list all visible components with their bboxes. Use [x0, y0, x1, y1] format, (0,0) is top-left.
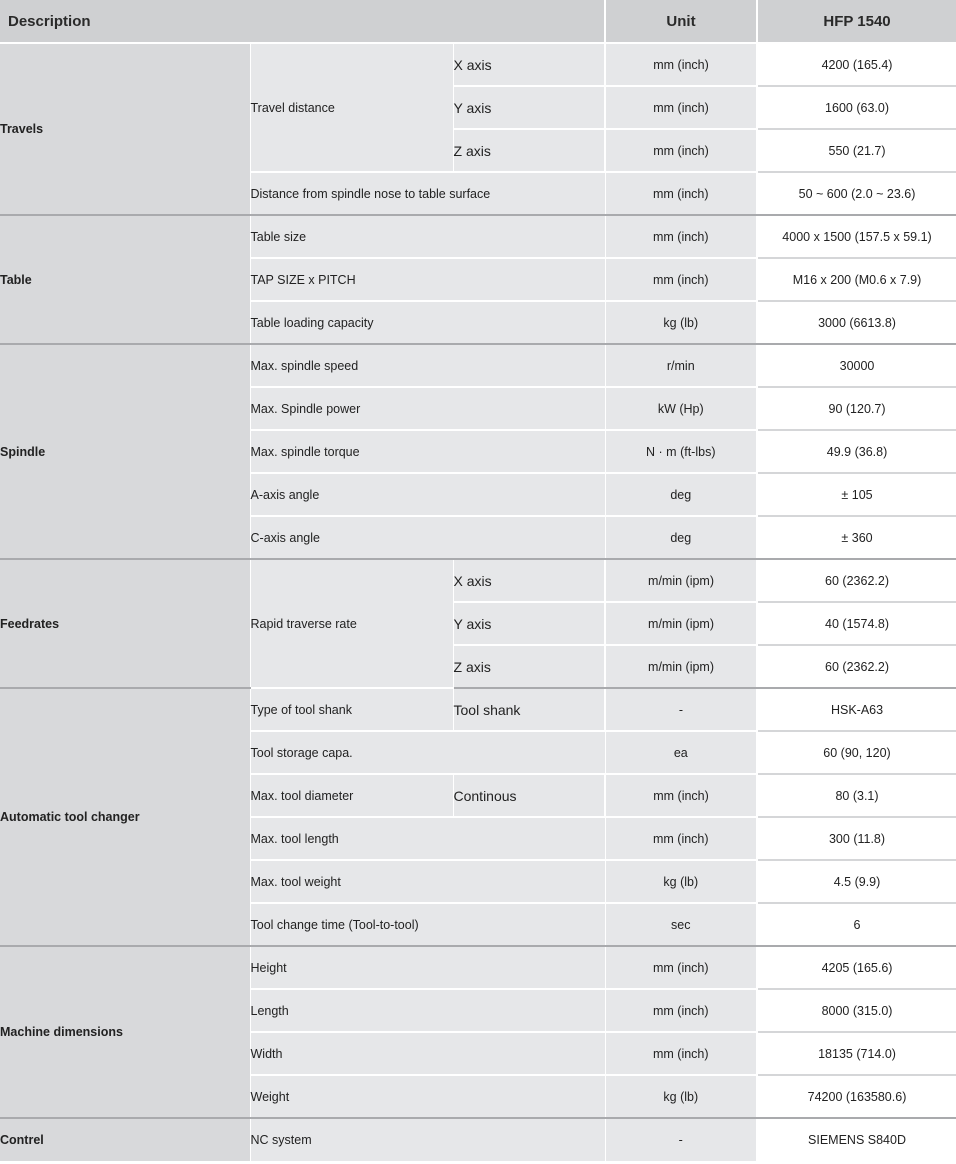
unit-cell: ea	[605, 731, 757, 774]
table-row	[0, 1118, 956, 1161]
value-cell: 60 (2362.2)	[757, 559, 956, 602]
unit-cell: mm (inch)	[605, 258, 757, 301]
item-width: Width	[250, 1032, 605, 1075]
category-spindle: Spindle	[0, 344, 250, 559]
unit-cell: deg	[605, 516, 757, 559]
item-c-axis-angle: C-axis angle	[250, 516, 605, 559]
header-model: HFP 1540	[757, 0, 956, 43]
item-spindle-nose-distance: Distance from spindle nose to table surface	[250, 172, 605, 215]
item-a-axis-angle: A-axis angle	[250, 473, 605, 516]
unit-cell: mm (inch)	[605, 172, 757, 215]
unit-cell: kg (lb)	[605, 860, 757, 903]
table-row	[0, 946, 956, 989]
item-spindle-torque: Max. spindle torque	[250, 430, 605, 473]
sub-continous: Continous	[453, 774, 605, 817]
category-dimensions: Machine dimensions	[0, 946, 250, 1118]
unit-cell: -	[605, 688, 757, 731]
unit-cell: mm (inch)	[605, 817, 757, 860]
item-rapid-traverse: Rapid traverse rate	[250, 559, 453, 688]
unit-cell: -	[605, 1118, 757, 1161]
unit-cell: mm (inch)	[605, 946, 757, 989]
unit-cell: mm (inch)	[605, 129, 757, 172]
value-cell: 4.5 (9.9)	[757, 860, 956, 903]
value-cell: 60 (2362.2)	[757, 645, 956, 688]
value-cell: SIEMENS S840D	[757, 1118, 956, 1161]
unit-cell: mm (inch)	[605, 774, 757, 817]
value-cell: 4000 x 1500 (157.5 x 59.1)	[757, 215, 956, 258]
value-cell: M16 x 200 (M0.6 x 7.9)	[757, 258, 956, 301]
item-tap-size: TAP SIZE x PITCH	[250, 258, 605, 301]
item-tool-storage: Tool storage capa.	[250, 731, 605, 774]
value-cell: 49.9 (36.8)	[757, 430, 956, 473]
unit-cell: mm (inch)	[605, 989, 757, 1032]
unit-cell: mm (inch)	[605, 86, 757, 129]
table-row	[0, 559, 956, 602]
item-spindle-speed: Max. spindle speed	[250, 344, 605, 387]
sub-z-axis: Z axis	[453, 645, 605, 688]
category-feedrates: Feedrates	[0, 559, 250, 688]
item-nc-system: NC system	[250, 1118, 605, 1161]
value-cell: 4205 (165.6)	[757, 946, 956, 989]
header-unit: Unit	[605, 0, 757, 43]
value-cell: 8000 (315.0)	[757, 989, 956, 1032]
value-cell: 300 (11.8)	[757, 817, 956, 860]
unit-cell: deg	[605, 473, 757, 516]
table-row	[0, 43, 956, 86]
category-atc: Automatic tool changer	[0, 688, 250, 946]
table-row	[0, 215, 956, 258]
value-cell: 18135 (714.0)	[757, 1032, 956, 1075]
value-cell: 4200 (165.4)	[757, 43, 956, 86]
unit-cell: sec	[605, 903, 757, 946]
item-tool-length: Max. tool length	[250, 817, 605, 860]
unit-cell: kg (lb)	[605, 1075, 757, 1118]
unit-cell: mm (inch)	[605, 43, 757, 86]
value-cell: 3000 (6613.8)	[757, 301, 956, 344]
value-cell: ± 105	[757, 473, 956, 516]
unit-cell: r/min	[605, 344, 757, 387]
table-row	[0, 344, 956, 387]
sub-y-axis: Y axis	[453, 86, 605, 129]
unit-cell: m/min (ipm)	[605, 602, 757, 645]
unit-cell: kW (Hp)	[605, 387, 757, 430]
value-cell: 50 ~ 600 (2.0 ~ 23.6)	[757, 172, 956, 215]
sub-x-axis: X axis	[453, 559, 605, 602]
item-tool-weight: Max. tool weight	[250, 860, 605, 903]
value-cell: 40 (1574.8)	[757, 602, 956, 645]
header-row	[0, 0, 956, 43]
sub-tool-shank: Tool shank	[453, 688, 605, 731]
unit-cell: m/min (ipm)	[605, 559, 757, 602]
unit-cell: m/min (ipm)	[605, 645, 757, 688]
category-control: Contrel	[0, 1118, 250, 1161]
value-cell: 90 (120.7)	[757, 387, 956, 430]
sub-z-axis: Z axis	[453, 129, 605, 172]
unit-cell: kg (lb)	[605, 301, 757, 344]
unit-cell: mm (inch)	[605, 1032, 757, 1075]
value-cell: 74200 (163580.6)	[757, 1075, 956, 1118]
item-spindle-power: Max. Spindle power	[250, 387, 605, 430]
value-cell: 6	[757, 903, 956, 946]
unit-cell: mm (inch)	[605, 215, 757, 258]
item-tool-change-time: Tool change time (Tool-to-tool)	[250, 903, 605, 946]
unit-cell: N · m (ft-lbs)	[605, 430, 757, 473]
value-cell: 30000	[757, 344, 956, 387]
category-table: Table	[0, 215, 250, 344]
item-table-loading: Table loading capacity	[250, 301, 605, 344]
category-travels: Travels	[0, 43, 250, 215]
item-tool-shank-type: Type of tool shank	[250, 688, 453, 731]
header-description: Description	[0, 0, 605, 43]
value-cell: 60 (90, 120)	[757, 731, 956, 774]
item-height: Height	[250, 946, 605, 989]
value-cell: 550 (21.7)	[757, 129, 956, 172]
value-cell: ± 360	[757, 516, 956, 559]
value-cell: 1600 (63.0)	[757, 86, 956, 129]
value-cell: HSK-A63	[757, 688, 956, 731]
sub-x-axis: X axis	[453, 43, 605, 86]
item-table-size: Table size	[250, 215, 605, 258]
sub-y-axis: Y axis	[453, 602, 605, 645]
item-tool-diameter: Max. tool diameter	[250, 774, 453, 817]
value-cell: 80 (3.1)	[757, 774, 956, 817]
item-travel-distance: Travel distance	[250, 43, 453, 172]
item-weight: Weight	[250, 1075, 605, 1118]
table-row	[0, 688, 956, 731]
item-length: Length	[250, 989, 605, 1032]
